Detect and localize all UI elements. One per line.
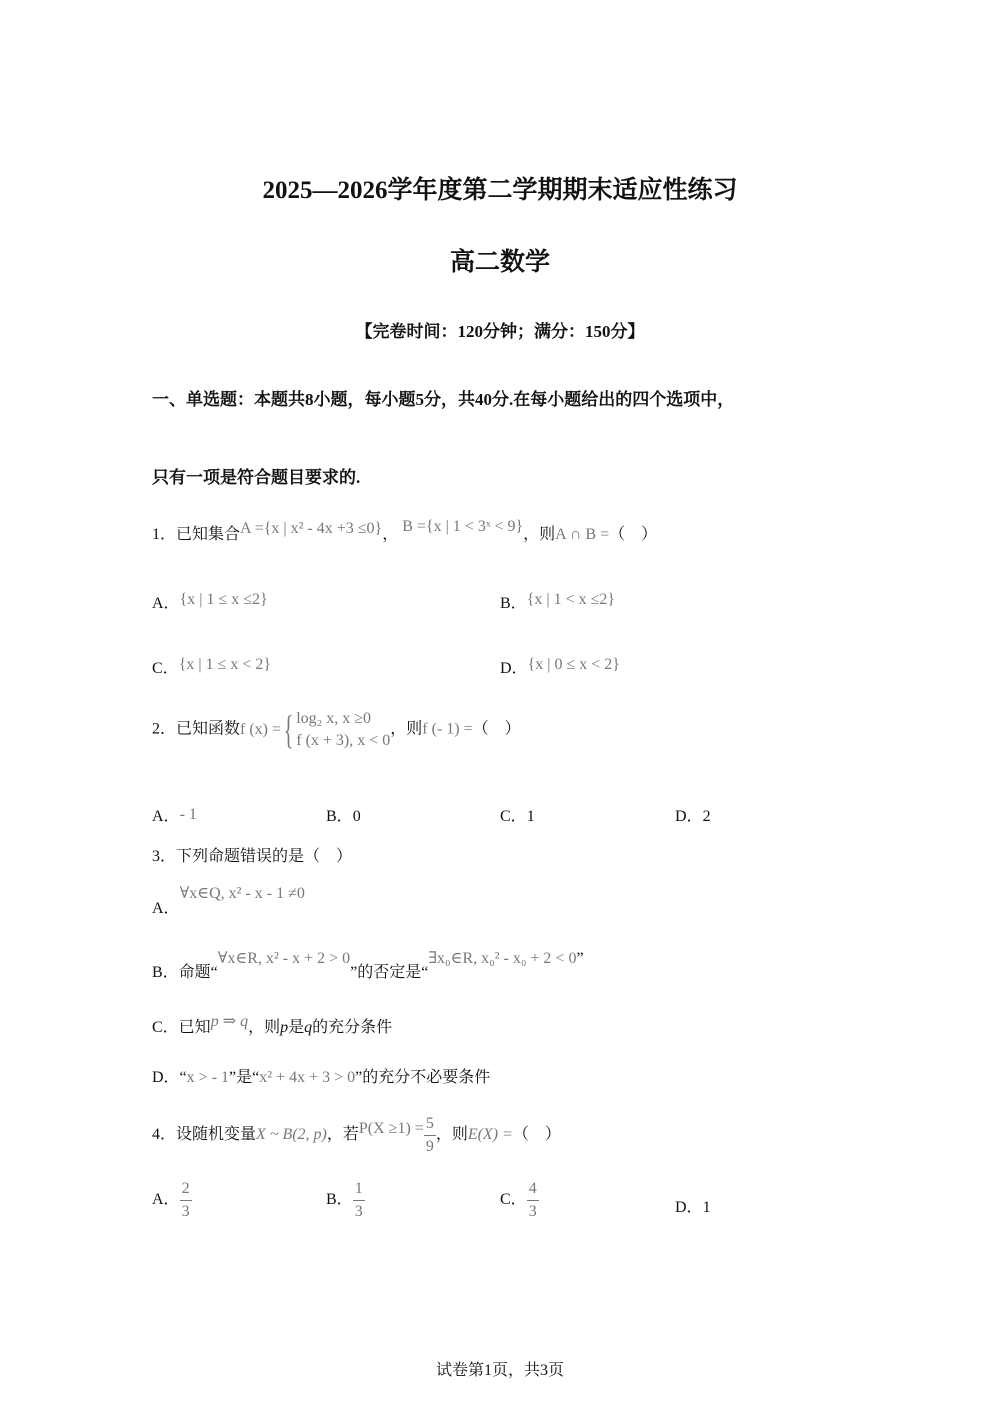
exam-info: 【完卷时间：120分钟；满分：150分】 bbox=[355, 322, 645, 341]
fraction-bar bbox=[424, 1135, 436, 1136]
option-math: x² + 4x + 3 > 0 bbox=[259, 1069, 356, 1086]
option-label: A． bbox=[152, 1191, 180, 1209]
option-label: B． bbox=[326, 808, 353, 825]
option-math: ∀x∈R, x² - x + 2 > 0 bbox=[217, 950, 351, 967]
q1-suffix: ，则 bbox=[523, 526, 556, 543]
section-heading-line2: 只有一项是符合题目要求的. bbox=[152, 468, 361, 487]
q4-prob: P(X ≥1) = bbox=[358, 1120, 424, 1138]
question-4 bbox=[152, 1115, 561, 1156]
option-label: B．命题“ bbox=[152, 964, 218, 981]
option-math: {x | 0 ≤ x < 2} bbox=[527, 656, 620, 673]
q4-expr: E(X) = bbox=[467, 1126, 513, 1144]
q4-paren: （ ） bbox=[512, 1126, 561, 1144]
option-math: 0 bbox=[352, 808, 361, 825]
fraction-numerator: 2 bbox=[181, 1180, 190, 1197]
option-text: ”的充分不必要条件 bbox=[355, 1069, 491, 1086]
option-math: {x | 1 ≤ x ≤2} bbox=[179, 591, 268, 608]
fraction-numerator: 5 bbox=[425, 1115, 434, 1132]
option-fraction bbox=[527, 1180, 539, 1221]
q1-set-a: A ={x | x² - 4x +3 ≤0} bbox=[240, 520, 383, 537]
question-2 bbox=[152, 708, 521, 752]
q4-option-a bbox=[152, 1180, 192, 1221]
option-label: B． bbox=[500, 595, 527, 612]
option-label: D．“ bbox=[152, 1069, 187, 1086]
q1-prefix: 1．已知集合 bbox=[152, 526, 241, 543]
option-math: 2 bbox=[702, 808, 711, 825]
option-label: A． bbox=[152, 808, 180, 825]
q4-option-d bbox=[675, 1194, 711, 1217]
option-math: p ⇒ q bbox=[210, 1013, 249, 1030]
q2-option-a bbox=[152, 803, 197, 826]
q3-option-a bbox=[152, 880, 305, 917]
fraction-numerator: 4 bbox=[528, 1180, 537, 1197]
section-heading-line1: 一、单选题：本题共8小题，每小题5分，共40分.在每小题给出的四个选项中， bbox=[152, 390, 735, 409]
q4-prefix: 4．设随机变量 bbox=[152, 1126, 257, 1144]
option-math: - 1 bbox=[179, 806, 197, 823]
option-label: C． bbox=[500, 1191, 527, 1209]
q4-suffix: ，则 bbox=[435, 1126, 468, 1144]
option-math: 1 bbox=[526, 808, 535, 825]
fraction-bar bbox=[353, 1200, 365, 1201]
fraction-bar bbox=[180, 1200, 192, 1201]
q2-cases bbox=[296, 708, 390, 752]
q3-option-b bbox=[152, 945, 584, 981]
option-var: q bbox=[304, 1019, 313, 1036]
option-text: ”是“ bbox=[229, 1069, 260, 1086]
q1-set-b: B ={x | 1 < 3ˣ < 9} bbox=[402, 518, 524, 535]
q2-case-2: f (x + 3), x < 0 bbox=[296, 732, 391, 749]
q3-option-d bbox=[152, 1064, 490, 1087]
question-3-stem: 3．下列命题错误的是（ ） bbox=[152, 848, 353, 865]
q3-option-c bbox=[152, 1008, 393, 1036]
option-label: A． bbox=[152, 595, 180, 612]
q1-option-a bbox=[152, 590, 268, 613]
q2-paren: （ ） bbox=[472, 720, 521, 738]
q1-paren: （ ） bbox=[609, 526, 658, 543]
q2-case-1: log₂ x, x ≥0 bbox=[296, 710, 372, 727]
q4-fraction bbox=[424, 1115, 436, 1156]
option-math: x > - 1 bbox=[186, 1069, 230, 1086]
subject-title: 高二数学 bbox=[449, 249, 550, 276]
q2-prefix: 2．已知函数 bbox=[152, 720, 241, 738]
q1-comma: ， bbox=[382, 526, 399, 543]
fraction-bar bbox=[527, 1200, 539, 1201]
brace-icon: { bbox=[283, 707, 294, 752]
q4-mid: ，若 bbox=[326, 1126, 359, 1144]
q2-expr: f (- 1) = bbox=[422, 720, 473, 738]
option-math: {x | 1 < x ≤2} bbox=[526, 591, 616, 608]
q2-option-b bbox=[326, 803, 361, 826]
fraction-denominator: 9 bbox=[425, 1138, 434, 1155]
exam-title: 2025—2026学年度第二学期期末适应性练习 bbox=[262, 177, 738, 204]
q4-option-c bbox=[500, 1180, 539, 1221]
option-label: D． bbox=[675, 808, 703, 825]
option-math: ∀x∈Q, x² - x - 1 ≠0 bbox=[179, 885, 305, 902]
q1-option-c bbox=[152, 655, 271, 678]
page-footer: 试卷第1页，共3页 bbox=[435, 1362, 564, 1379]
option-label: D． bbox=[675, 1199, 703, 1216]
q2-option-d bbox=[675, 803, 711, 826]
option-math: 1 bbox=[702, 1199, 711, 1216]
fraction-numerator: 1 bbox=[354, 1180, 363, 1197]
option-var: p bbox=[280, 1019, 289, 1036]
q4-dist: X ~ B(2, p) bbox=[256, 1126, 327, 1144]
fraction-denominator: 3 bbox=[528, 1203, 537, 1220]
q2-func: f (x) = bbox=[240, 721, 282, 738]
q1-option-d bbox=[500, 655, 620, 678]
option-label: B． bbox=[326, 1191, 353, 1209]
option-text: 的充分条件 bbox=[312, 1019, 393, 1036]
option-fraction bbox=[180, 1180, 192, 1221]
option-label: C． bbox=[152, 660, 179, 677]
option-text: ”的否定是“ bbox=[350, 964, 429, 981]
option-text: ，则 bbox=[248, 1019, 281, 1036]
option-label: C． bbox=[500, 808, 527, 825]
q4-option-b bbox=[326, 1180, 365, 1221]
option-text: 是 bbox=[288, 1019, 305, 1036]
question-1 bbox=[152, 518, 658, 544]
option-math: ∃x₀∈R, x₀² - x₀ + 2 < 0 bbox=[428, 950, 577, 967]
q1-expr: A ∩ B = bbox=[555, 526, 610, 543]
q2-option-c bbox=[500, 803, 535, 826]
option-text: ” bbox=[576, 950, 584, 967]
option-math: {x | 1 ≤ x < 2} bbox=[178, 656, 272, 673]
option-label: C．已知 bbox=[152, 1019, 211, 1036]
q2-suffix: ，则 bbox=[390, 720, 423, 738]
q1-option-b bbox=[500, 590, 615, 613]
option-fraction bbox=[353, 1180, 365, 1221]
fraction-denominator: 3 bbox=[181, 1203, 190, 1220]
option-label: A． bbox=[152, 900, 180, 917]
fraction-denominator: 3 bbox=[354, 1203, 363, 1220]
option-label: D． bbox=[500, 660, 528, 677]
